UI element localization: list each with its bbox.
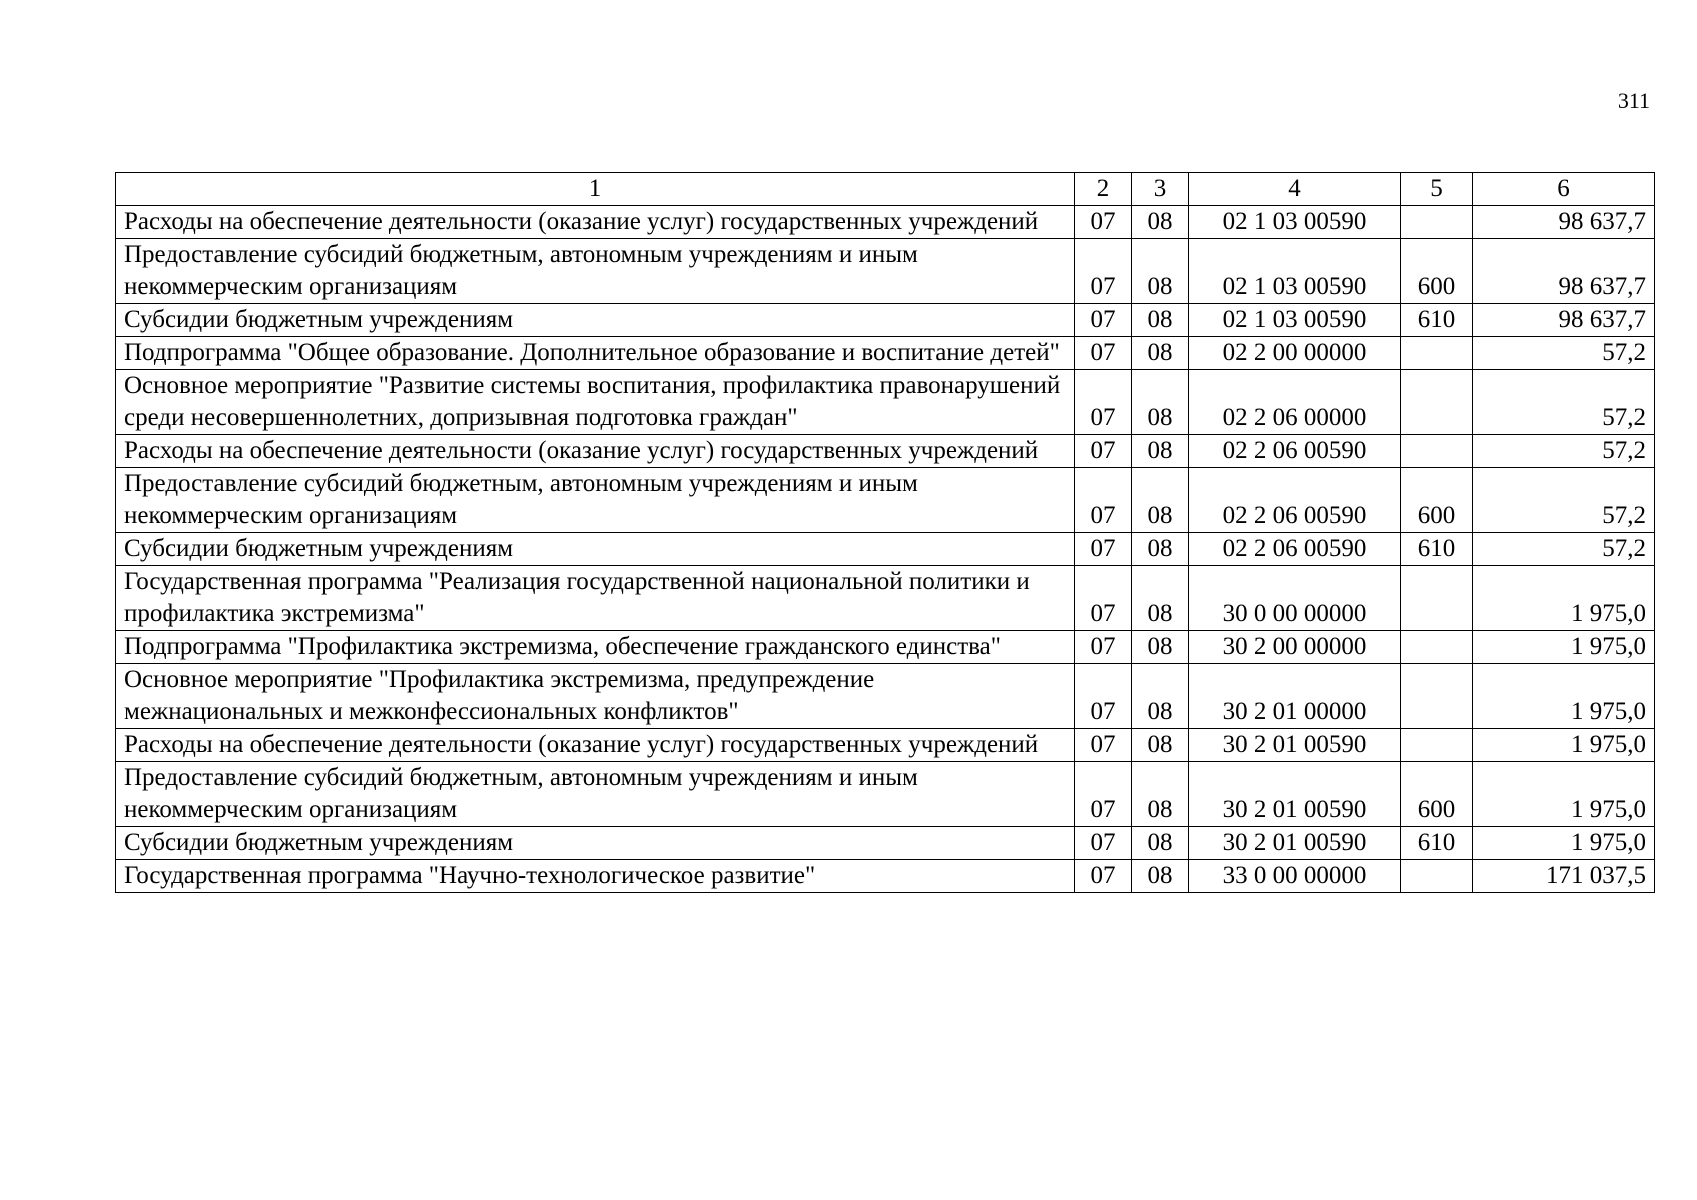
row-code-cell: 30 0 00 00000 xyxy=(1189,566,1401,631)
row-amount-cell: 171 037,5 xyxy=(1473,860,1655,893)
row-code-cell: 02 2 06 00590 xyxy=(1189,435,1401,468)
row-section-cell: 07 xyxy=(1075,239,1132,304)
table-row xyxy=(116,239,1655,304)
row-section-cell: 07 xyxy=(1075,729,1132,762)
row-section-cell: 07 xyxy=(1075,468,1132,533)
row-subsection-cell: 08 xyxy=(1132,566,1189,631)
row-subsection-cell: 08 xyxy=(1132,631,1189,664)
table-row xyxy=(116,304,1655,337)
row-section-cell: 07 xyxy=(1075,566,1132,631)
row-amount-cell: 1 975,0 xyxy=(1473,631,1655,664)
row-name-cell: Предоставление субсидий бюджетным, автономным учреждениям и иным некоммерческим организациям xyxy=(116,468,1075,533)
budget-table xyxy=(115,172,1655,893)
row-subsection-cell: 08 xyxy=(1132,762,1189,827)
row-code-cell: 02 2 06 00000 xyxy=(1189,370,1401,435)
row-code-cell: 33 0 00 00000 xyxy=(1189,860,1401,893)
row-code-cell: 30 2 00 00000 xyxy=(1189,631,1401,664)
row-amount-cell: 98 637,7 xyxy=(1473,304,1655,337)
table-row xyxy=(116,370,1655,435)
row-amount-cell: 57,2 xyxy=(1473,337,1655,370)
row-name-cell: Основное мероприятие "Профилактика экстремизма, предупреждение межнациональных и межконфессиональных конфликтов" xyxy=(116,664,1075,729)
header-col-1: 1 xyxy=(116,173,1075,206)
header-col-3: 3 xyxy=(1132,173,1189,206)
row-section-cell: 07 xyxy=(1075,827,1132,860)
row-subsection-cell: 08 xyxy=(1132,468,1189,533)
row-name-cell: Предоставление субсидий бюджетным, автономным учреждениям и иным некоммерческим организациям xyxy=(116,239,1075,304)
row-code-cell: 30 2 01 00590 xyxy=(1189,729,1401,762)
row-type-cell: 610 xyxy=(1401,533,1473,566)
row-section-cell: 07 xyxy=(1075,762,1132,827)
row-code-cell: 02 1 03 00590 xyxy=(1189,206,1401,239)
page-number: 311 xyxy=(1617,88,1650,113)
table-header-row xyxy=(116,173,1655,206)
table-row xyxy=(116,435,1655,468)
row-type-cell xyxy=(1401,566,1473,631)
header-col-6: 6 xyxy=(1473,173,1655,206)
row-amount-cell: 57,2 xyxy=(1473,533,1655,566)
header-col-2: 2 xyxy=(1075,173,1132,206)
row-type-cell xyxy=(1401,631,1473,664)
row-name-cell: Подпрограмма "Профилактика экстремизма, обеспечение гражданского единства" xyxy=(116,631,1075,664)
header-col-5: 5 xyxy=(1401,173,1473,206)
row-type-cell xyxy=(1401,370,1473,435)
row-code-cell: 02 2 00 00000 xyxy=(1189,337,1401,370)
row-section-cell: 07 xyxy=(1075,206,1132,239)
row-type-cell: 600 xyxy=(1401,468,1473,533)
row-code-cell: 30 2 01 00590 xyxy=(1189,762,1401,827)
row-section-cell: 07 xyxy=(1075,631,1132,664)
row-name-cell: Основное мероприятие "Развитие системы воспитания, профилактика правонарушений среди несовершеннолетних, допризывная подготовка граждан" xyxy=(116,370,1075,435)
row-amount-cell: 98 637,7 xyxy=(1473,239,1655,304)
table-row xyxy=(116,729,1655,762)
row-code-cell: 30 2 01 00000 xyxy=(1189,664,1401,729)
table-row xyxy=(116,566,1655,631)
row-amount-cell: 1 975,0 xyxy=(1473,729,1655,762)
table-row xyxy=(116,664,1655,729)
row-name-cell: Государственная программа "Реализация государственной национальной политики и профилактика экстремизма" xyxy=(116,566,1075,631)
row-name-cell: Субсидии бюджетным учреждениям xyxy=(116,304,1075,337)
row-section-cell: 07 xyxy=(1075,664,1132,729)
row-type-cell: 600 xyxy=(1401,239,1473,304)
header-col-4: 4 xyxy=(1189,173,1401,206)
row-amount-cell: 1 975,0 xyxy=(1473,566,1655,631)
table-row xyxy=(116,533,1655,566)
row-type-cell xyxy=(1401,435,1473,468)
row-name-cell: Расходы на обеспечение деятельности (оказание услуг) государственных учреждений xyxy=(116,729,1075,762)
row-section-cell: 07 xyxy=(1075,533,1132,566)
row-name-cell: Расходы на обеспечение деятельности (оказание услуг) государственных учреждений xyxy=(116,435,1075,468)
row-amount-cell: 57,2 xyxy=(1473,468,1655,533)
row-amount-cell: 57,2 xyxy=(1473,435,1655,468)
row-type-cell xyxy=(1401,206,1473,239)
row-type-cell xyxy=(1401,729,1473,762)
row-subsection-cell: 08 xyxy=(1132,304,1189,337)
row-type-cell xyxy=(1401,860,1473,893)
row-subsection-cell: 08 xyxy=(1132,664,1189,729)
row-amount-cell: 1 975,0 xyxy=(1473,762,1655,827)
row-code-cell: 02 2 06 00590 xyxy=(1189,533,1401,566)
row-code-cell: 02 2 06 00590 xyxy=(1189,468,1401,533)
row-section-cell: 07 xyxy=(1075,304,1132,337)
row-subsection-cell: 08 xyxy=(1132,827,1189,860)
row-subsection-cell: 08 xyxy=(1132,337,1189,370)
row-section-cell: 07 xyxy=(1075,370,1132,435)
row-type-cell xyxy=(1401,337,1473,370)
row-name-cell: Расходы на обеспечение деятельности (оказание услуг) государственных учреждений xyxy=(116,206,1075,239)
row-amount-cell: 98 637,7 xyxy=(1473,206,1655,239)
row-name-cell: Подпрограмма "Общее образование. Дополнительное образование и воспитание детей" xyxy=(116,337,1075,370)
row-section-cell: 07 xyxy=(1075,860,1132,893)
row-type-cell xyxy=(1401,664,1473,729)
row-type-cell: 600 xyxy=(1401,762,1473,827)
row-name-cell: Государственная программа "Научно-технологическое развитие" xyxy=(116,860,1075,893)
row-type-cell: 610 xyxy=(1401,827,1473,860)
row-amount-cell: 1 975,0 xyxy=(1473,827,1655,860)
row-subsection-cell: 08 xyxy=(1132,239,1189,304)
row-subsection-cell: 08 xyxy=(1132,370,1189,435)
row-amount-cell: 57,2 xyxy=(1473,370,1655,435)
row-subsection-cell: 08 xyxy=(1132,435,1189,468)
table-row xyxy=(116,468,1655,533)
table-row xyxy=(116,762,1655,827)
row-subsection-cell: 08 xyxy=(1132,729,1189,762)
row-subsection-cell: 08 xyxy=(1132,533,1189,566)
row-name-cell: Предоставление субсидий бюджетным, автономным учреждениям и иным некоммерческим организациям xyxy=(116,762,1075,827)
row-code-cell: 02 1 03 00590 xyxy=(1189,304,1401,337)
table-row xyxy=(116,206,1655,239)
row-section-cell: 07 xyxy=(1075,337,1132,370)
row-amount-cell: 1 975,0 xyxy=(1473,664,1655,729)
row-code-cell: 02 1 03 00590 xyxy=(1189,239,1401,304)
table-row xyxy=(116,337,1655,370)
row-subsection-cell: 08 xyxy=(1132,860,1189,893)
row-name-cell: Субсидии бюджетным учреждениям xyxy=(116,533,1075,566)
table-row xyxy=(116,860,1655,893)
row-section-cell: 07 xyxy=(1075,435,1132,468)
table-row xyxy=(116,827,1655,860)
table-row xyxy=(116,631,1655,664)
row-name-cell: Субсидии бюджетным учреждениям xyxy=(116,827,1075,860)
row-code-cell: 30 2 01 00590 xyxy=(1189,827,1401,860)
row-type-cell: 610 xyxy=(1401,304,1473,337)
row-subsection-cell: 08 xyxy=(1132,206,1189,239)
